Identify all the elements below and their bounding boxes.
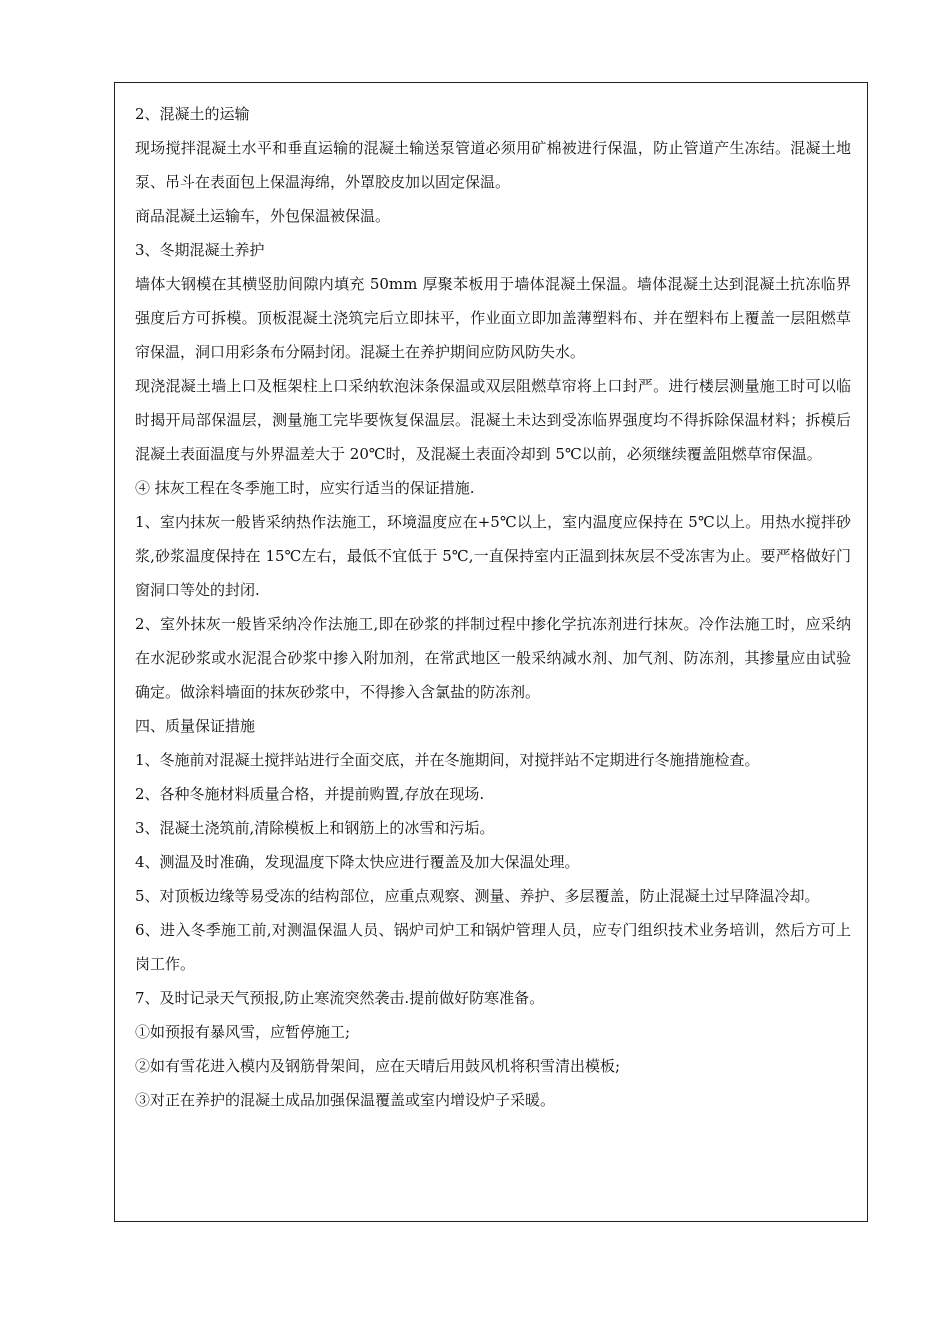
section-heading-transport: 2、混凝土的运输 [135, 105, 250, 123]
list-item-quality-7: 7、及时记录天气预报,防止寒流突然袭击.提前做好防寒准备。 [135, 989, 545, 1007]
section-heading-curing: 3、冬期混凝土养护 [135, 241, 265, 259]
sub-item-heating: ③对正在养护的混凝土成品加强保温覆盖或室内增设炉子采暖。 [135, 1091, 556, 1109]
section-heading-quality: 四、质量保证措施 [135, 717, 256, 735]
list-item-quality-2: 2、各种冬施材料质量合格，并提前购置,存放在现场. [135, 785, 485, 803]
paragraph-pump-insulation: 现场搅拌混凝土水平和垂直运输的混凝土输送泵管道必须用矿棉被进行保温，防止管道产生冻结。混凝土地泵、吊斗在表面包上保温海绵，外罩胶皮加以固定保温。 [135, 139, 851, 191]
paragraph-indoor-plastering: 1、室内抹灰一般皆采纳热作法施工，环境温度应在+5℃以上，室内温度应保持在 5℃以上。用热水搅拌砂浆,砂浆温度保持在 15℃左右，最低不宜低于 5℃,一直保持室内正温到抹灰层不受冻害为止。要严格做好门窗洞口等处的封闭. [135, 513, 851, 599]
paragraph-truck-insulation: 商品混凝土运输车，外包保温被保温。 [135, 207, 391, 225]
sub-item-storm: ①如预报有暴风雪，应暂停施工; [135, 1023, 351, 1041]
list-item-quality-5: 5、对顶板边缘等易受冻的结构部位，应重点观察、测量、养护、多层覆盖，防止混凝土过早降温冷却。 [135, 887, 820, 905]
list-item-quality-1: 1、冬施前对混凝土搅拌站进行全面交底，并在冬施期间，对搅拌站不定期进行冬施措施检查。 [135, 751, 760, 769]
section-heading-plastering: ④ 抹灰工程在冬季施工时，应实行适当的保证措施. [135, 479, 475, 497]
sub-item-snow-removal: ②如有雪花进入模内及钢筋骨架间，应在天晴后用鼓风机将积雪清出模板; [135, 1057, 621, 1075]
list-item-quality-3: 3、混凝土浇筑前,清除模板上和钢筋上的冰雪和污垢。 [135, 819, 495, 837]
document-content [135, 97, 851, 1117]
paragraph-formwork-insulation: 墙体大钢模在其横竖肋间隙内填充 50mm 厚聚苯板用于墙体混凝土保温。墙体混凝土达到混凝土抗冻临界强度后方可拆模。顶板混凝土浇筑完后立即抹平，作业面立即加盖薄塑料布、并在塑料布上覆盖一层阻燃草帘保温，洞口用彩条布分隔封闭。混凝土在养护期间应防风防失水。 [135, 275, 851, 361]
document-frame [114, 82, 868, 1222]
list-item-quality-6: 6、进入冬季施工前,对测温保温人员、锅炉司炉工和锅炉管理人员，应专门组织技术业务培训，然后方可上岗工作。 [135, 921, 851, 973]
paragraph-outdoor-plastering: 2、室外抹灰一般皆采纳冷作法施工,即在砂浆的拌制过程中掺化学抗冻剂进行抹灰。冷作法施工时，应采纳在水泥砂浆或水泥混合砂浆中掺入附加剂，在常武地区一般采纳减水剂、加气剂、防冻剂，其掺量应由试验确定。做涂料墙面的抹灰砂浆中，不得掺入含氯盐的防冻剂。 [135, 615, 851, 701]
paragraph-column-top-insulation: 现浇混凝土墙上口及框架柱上口采纳软泡沫条保温或双层阻燃草帘将上口封严。进行楼层测量施工时可以临时揭开局部保温层，测量施工完毕要恢复保温层。混凝土未达到受冻临界强度均不得拆除保温材料；拆模后混凝土表面温度与外界温差大于 20℃时，及混凝土表面冷却到 5℃以前，必须继续覆盖阻燃草帘保温。 [135, 377, 851, 463]
list-item-quality-4: 4、测温及时准确，发现温度下降太快应进行覆盖及加大保温处理。 [135, 853, 580, 871]
